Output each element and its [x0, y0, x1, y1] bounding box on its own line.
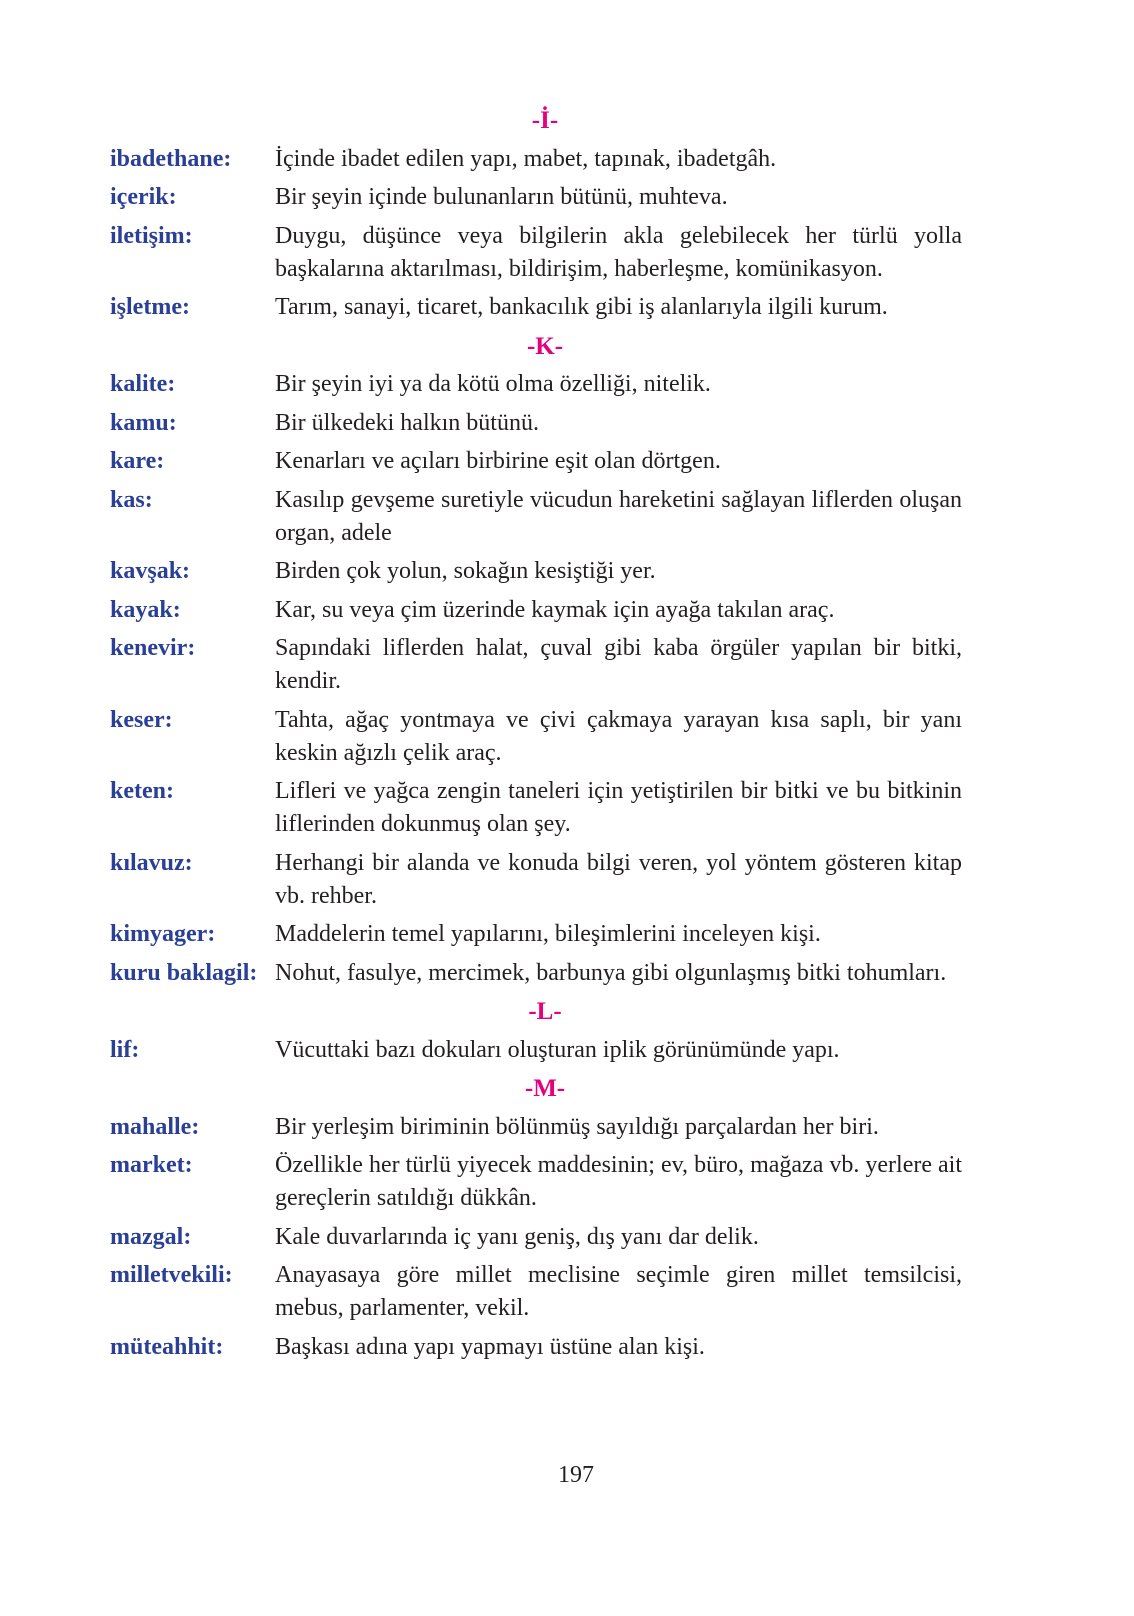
glossary-entry — [110, 407, 962, 440]
glossary-entry — [110, 291, 962, 324]
glossary-definition: Lifleri ve yağca zengin taneleri için yetiştirilen bir bitki ve bu bitkinin liflerinden dokunmuş olan şey. — [275, 778, 962, 837]
glossary-definition: Bir ülkedeki halkın bütünü. — [275, 409, 539, 436]
glossary-term: lif: — [110, 1036, 140, 1063]
glossary-definition: Herhangi bir alanda ve konuda bilgi veren, yol yöntem gösteren kitap vb. rehber. — [275, 849, 962, 909]
glossary-entry — [110, 445, 962, 478]
glossary-entry — [110, 143, 962, 176]
glossary-term: kamu: — [110, 409, 177, 436]
glossary-entry — [110, 632, 962, 698]
glossary-definition: Duygu, düşünce veya bilgilerin akla gelebilecek her türlü yolla başkalarına aktarılması, bildirişim, haberleşme, komünikasyon. — [275, 222, 962, 282]
glossary-term: kılavuz: — [110, 849, 193, 876]
glossary-definition: Vücuttaki bazı dokuları oluşturan iplik görünümünde yapı. — [275, 1036, 840, 1063]
glossary-term: kalite: — [110, 371, 176, 397]
glossary-entry — [110, 1111, 962, 1144]
glossary-definition: Özellikle her türlü yiyecek maddesinin; ev, büro, mağaza vb. yerlere ait gereçlerin satıldığı dükkân. — [275, 1152, 962, 1211]
glossary-definition: Nohut, fasulye, mercimek, barbunya gibi olgunlaşmış bitki tohumları. — [275, 959, 947, 986]
glossary-term: kimyager: — [110, 921, 216, 947]
glossary-entry — [110, 220, 962, 286]
glossary-term: iletişim: — [110, 222, 193, 249]
glossary-definition: Anayasaya göre millet meclisine seçimle giren millet temsilcisi, mebus, parlamenter, vekil. — [275, 1262, 962, 1321]
glossary-entry — [110, 555, 962, 588]
glossary-entry — [110, 704, 962, 770]
section-letter-heading: -M- — [524, 1075, 566, 1102]
glossary-term: müteahhit: — [110, 1333, 224, 1360]
glossary-term: mahalle: — [110, 1113, 200, 1140]
glossary-entry — [110, 918, 962, 951]
glossary-term: ibadethane: — [110, 145, 232, 172]
glossary-definition: Kenarları ve açıları birbirine eşit olan dörtgen. — [275, 448, 721, 474]
glossary-entry — [110, 1034, 962, 1067]
glossary-term: keten: — [110, 778, 174, 804]
glossary-term: kare: — [110, 448, 165, 474]
glossary-entry — [110, 594, 962, 627]
glossary-term: milletvekili: — [110, 1262, 233, 1288]
glossary-definition: Maddelerin temel yapılarını, bileşimlerini inceleyen kişi. — [275, 921, 821, 947]
glossary-entry — [110, 1331, 962, 1364]
glossary-term: keser: — [110, 706, 173, 733]
glossary-definition: Birden çok yolun, sokağın kesiştiği yer. — [275, 558, 656, 584]
glossary-entry — [110, 484, 962, 550]
glossary-definition: Kar, su veya çim üzerinde kaymak için ayağa takılan araç. — [275, 596, 835, 623]
glossary-definition: Başkası adına yapı yapmayı üstüne alan kişi. — [275, 1333, 705, 1360]
glossary-entry — [110, 957, 962, 990]
section-letter-heading: -İ- — [531, 107, 559, 134]
glossary-term: market: — [110, 1152, 193, 1178]
glossary-entry — [110, 1259, 962, 1325]
glossary-definition: Bir şeyin içinde bulunanların bütünü, muhteva. — [275, 184, 728, 210]
glossary-term: kenevir: — [110, 635, 196, 661]
glossary-definition: Tahta, ağaç yontmaya ve çivi çakmaya yarayan kısa saplı, bir yanı keskin ağızlı çelik araç. — [275, 706, 962, 766]
glossary-entry — [110, 847, 962, 913]
glossary-entry — [110, 1221, 962, 1254]
glossary-term: kuru baklagil: — [110, 959, 258, 986]
section-letter-heading: -L- — [528, 998, 562, 1025]
glossary-term: içerik: — [110, 184, 177, 210]
glossary-entry — [110, 181, 962, 214]
glossary-definition: Sapındaki liflerden halat, çuval gibi kaba örgüler yapılan bir bitki, kendir. — [275, 635, 962, 694]
glossary-definition: Tarım, sanayi, ticaret, bankacılık gibi iş alanlarıyla ilgili kurum. — [275, 294, 888, 320]
glossary-term: işletme: — [110, 294, 190, 320]
glossary-definition: İçinde ibadet edilen yapı, mabet, tapınak, ibadetgâh. — [275, 145, 777, 172]
glossary-definition: Bir şeyin iyi ya da kötü olma özelliği, nitelik. — [275, 371, 711, 397]
glossary-entry — [110, 775, 962, 841]
glossary-term: kas: — [110, 486, 153, 513]
section-letter-heading: -K- — [526, 332, 564, 360]
glossary-entry — [110, 1149, 962, 1215]
glossary — [110, 104, 962, 1369]
glossary-definition: Kale duvarlarında iç yanı geniş, dış yanı dar delik. — [275, 1223, 759, 1250]
glossary-term: mazgal: — [110, 1223, 192, 1250]
glossary-term: kayak: — [110, 596, 181, 623]
page-number: 197 — [558, 1462, 594, 1488]
glossary-definition: Bir yerleşim biriminin bölünmüş sayıldığı parçalardan her biri. — [275, 1113, 879, 1140]
glossary-definition: Kasılıp gevşeme suretiyle vücudun hareketini sağlayan liflerden oluşan organ, adele — [275, 486, 962, 546]
glossary-entry — [110, 368, 962, 401]
glossary-term: kavşak: — [110, 558, 191, 584]
